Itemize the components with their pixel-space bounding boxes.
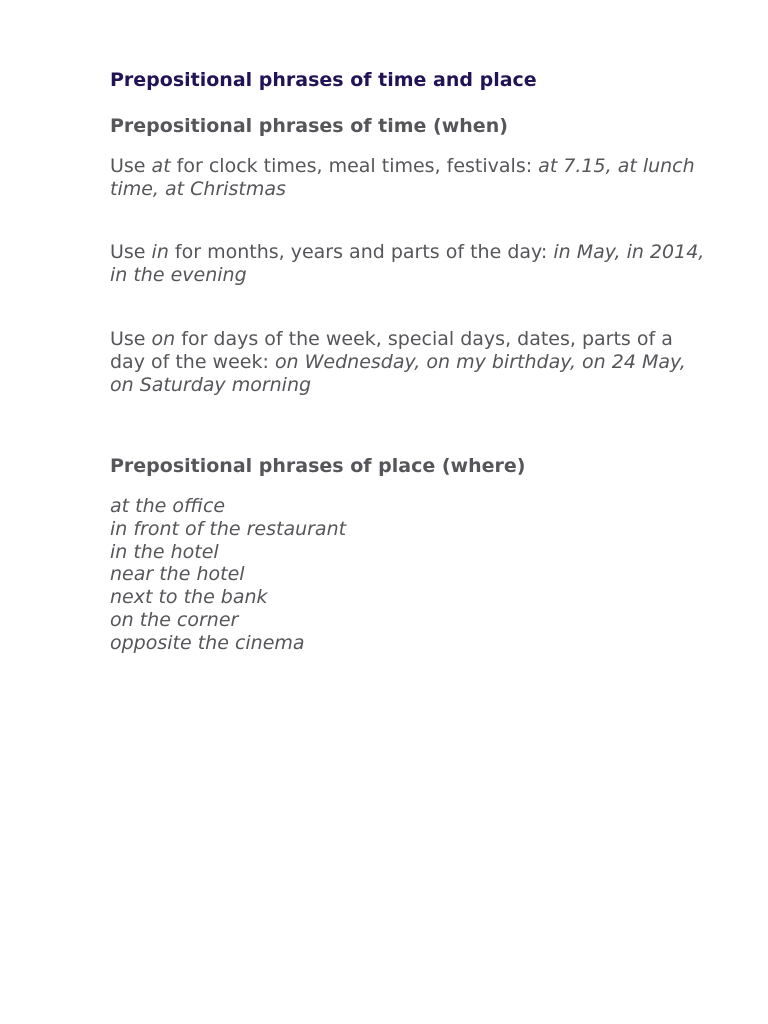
rule-description: for days of the week, special days, dates, parts of a day of the week: [110, 328, 673, 373]
rule-preposition: on [151, 328, 176, 350]
rule-use-label: Use [110, 241, 152, 263]
place-section-heading: Prepositional phrases of place (where) [110, 455, 526, 477]
list-item: in front of the restaurant [110, 517, 347, 540]
list-item: in the hotel [110, 540, 219, 563]
list-item: near the hotel [110, 563, 245, 586]
rule-description: for clock times, meal times, festivals: [170, 155, 539, 177]
rule-at-paragraph [110, 155, 710, 201]
list-item: next to the bank [110, 586, 268, 609]
list-item: at the office [110, 495, 226, 517]
rule-on-paragraph [110, 328, 710, 396]
rule-preposition: in [151, 241, 169, 263]
rule-use-label: Use [110, 328, 152, 350]
place-phrase-list [110, 495, 346, 655]
list-item: opposite the cinema [110, 631, 305, 654]
page-title: Prepositional phrases of time and place [110, 69, 537, 91]
rule-examples: in May, in 2014, in the evening [110, 241, 705, 286]
rule-description: for months, years and parts of the day: [168, 241, 554, 263]
rule-use-label: Use [110, 155, 152, 177]
rule-in-paragraph [110, 241, 710, 287]
rule-examples: on Wednesday, on my birthday, on 24 May, on Saturday morning [110, 350, 686, 396]
rule-preposition: at [151, 155, 171, 177]
rule-examples: at 7.15, at lunch time, at Christmas [110, 155, 695, 200]
list-item: on the corner [110, 608, 239, 631]
time-section-heading: Prepositional phrases of time (when) [110, 115, 508, 137]
